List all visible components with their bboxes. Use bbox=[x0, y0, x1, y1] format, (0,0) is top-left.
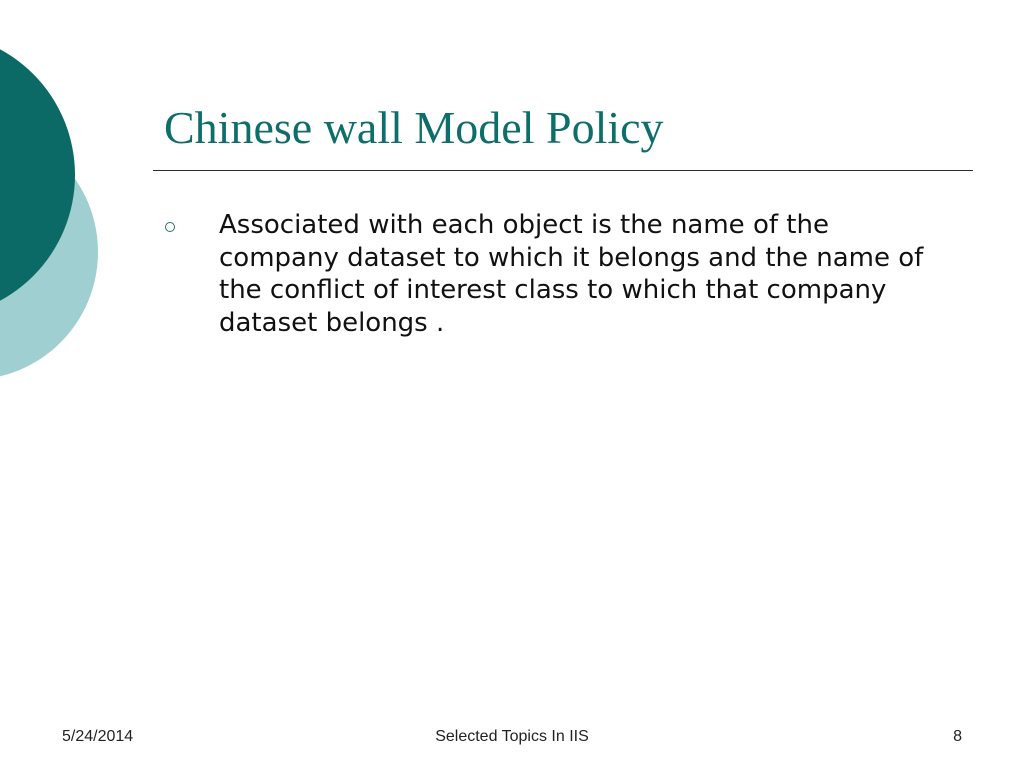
bullet-list bbox=[165, 209, 955, 339]
bullet-text: Associated with each object is the name of the company dataset to which it belongs and the name of the conflict of interest class to which that company dataset belongs . bbox=[219, 210, 924, 338]
slide-title: Chinese wall Model Policy bbox=[164, 102, 664, 153]
hollow-circle-bullet-icon bbox=[165, 222, 175, 232]
page-number: 8 bbox=[953, 728, 962, 745]
footer-date: 5/24/2014 bbox=[62, 728, 134, 745]
title-divider bbox=[153, 170, 973, 171]
decorative-circles bbox=[0, 0, 140, 420]
bullet-item bbox=[165, 209, 955, 339]
footer-title: Selected Topics In IIS bbox=[435, 728, 589, 745]
